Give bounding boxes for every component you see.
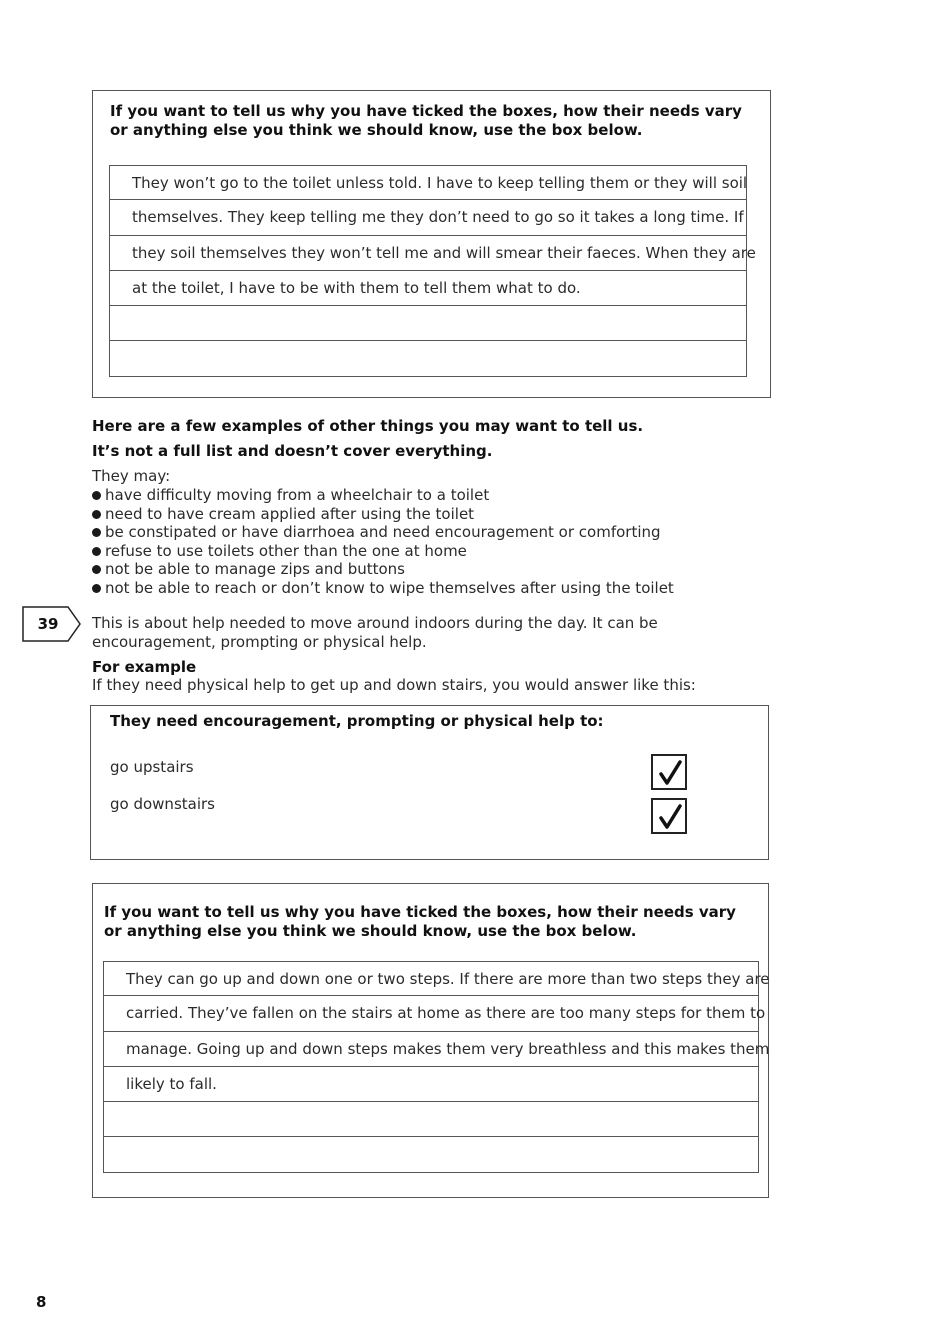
list-item [92,560,674,579]
list-item [92,505,674,524]
example-text: If they need physical help to get up and down stairs, you would answer like this: [92,676,696,694]
list-item-text: be constipated or have diarrhoea and need encouragement or comforting [105,523,661,541]
bullet-icon [92,491,101,500]
checkbox-label-downstairs: go downstairs [110,795,215,813]
checkbox-label-upstairs: go upstairs [110,758,194,776]
checkmark-icon [655,802,685,832]
bullet-icon [92,584,101,593]
notes-box-stairs-title: If you want to tell us why you have ticked the boxes, how their needs vary or anything else you think we should know, use the box below. [104,903,736,940]
checkbox-upstairs[interactable] [651,754,687,790]
example-checkbox-title: They need encouragement, prompting or physical help to: [110,712,604,730]
examples-heading: Here are a few examples of other things you may want to tell us. [92,417,644,435]
list-item [92,523,674,542]
answer-line[interactable]: at the toilet, I have to be with them to tell them what to do. [109,271,747,306]
question-description: This is about help needed to move around indoors during the day. It can be encouragement, prompting or physical help. [92,614,658,651]
answer-line[interactable] [109,341,747,376]
examples-list [92,486,674,597]
bullet-icon [92,510,101,519]
page-number: 8 [36,1293,47,1311]
answer-line[interactable]: manage. Going up and down steps makes them very breathless and this makes them [103,1032,759,1067]
checkmark-icon [655,758,685,788]
question-number: 39 [37,615,59,633]
list-item [92,542,674,561]
answer-line[interactable] [103,1137,759,1172]
answer-line[interactable]: carried. They’ve fallen on the stairs at home as there are too many steps for them to [103,996,759,1031]
bullet-icon [92,547,101,556]
list-item [92,486,674,505]
answer-line[interactable]: They can go up and down one or two steps. If there are more than two steps they are [103,961,759,996]
bullet-icon [92,528,101,537]
notes-box-stairs-lines [103,961,770,1173]
list-item [92,579,674,598]
notes-box-toilet-title: If you want to tell us why you have ticked the boxes, how their needs vary or anything else you think we should know, use the box below. [110,102,742,139]
answer-line[interactable] [109,306,747,341]
list-item-text: have difficulty moving from a wheelchair to a toilet [105,486,490,504]
list-item-text: not be able to reach or don’t know to wipe themselves after using the toilet [105,578,674,597]
examples-intro: They may: [92,467,171,485]
answer-line[interactable]: themselves. They keep telling me they don’t need to go so it takes a long time. If [109,200,747,235]
list-item-text: need to have cream applied after using the toilet [105,504,475,523]
list-item-text: refuse to use toilets other than the one at home [105,541,467,560]
bullet-icon [92,565,101,574]
examples-subheading: It’s not a full list and doesn’t cover everything. [92,442,493,460]
list-item-text: not be able to manage zips and buttons [105,560,405,578]
checkbox-downstairs[interactable] [651,798,687,834]
answer-line[interactable]: they soil themselves they won’t tell me and will smear their faeces. When they are [109,236,747,271]
answer-line[interactable] [103,1102,759,1137]
example-heading: For example [92,658,197,676]
answer-line[interactable]: likely to fall. [103,1067,759,1102]
answer-line[interactable]: They won’t go to the toilet unless told. I have to keep telling them or they will soil [109,165,747,200]
notes-box-toilet-lines [109,165,756,377]
